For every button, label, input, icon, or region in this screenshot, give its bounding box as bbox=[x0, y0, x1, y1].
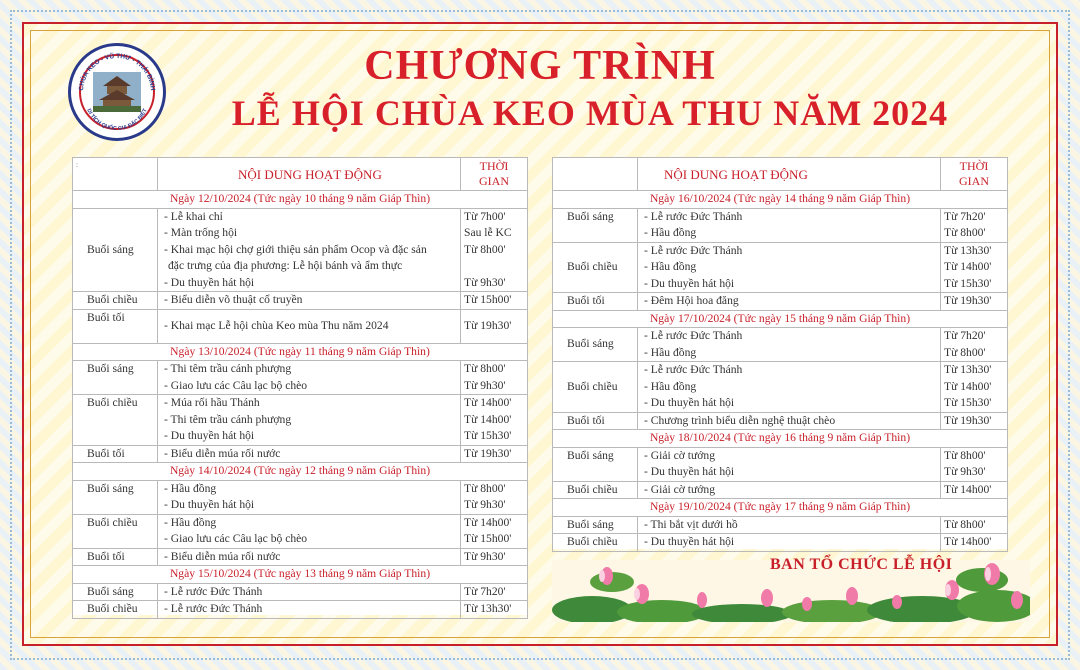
svg-text:CHÙA KEO - VŨ THƯ - THÁI BÌNH: CHÙA KEO - VŨ THƯ - THÁI BÌNH bbox=[77, 52, 157, 91]
session-label: Buổi sáng bbox=[73, 583, 158, 601]
header-time: THỜI GIAN bbox=[461, 158, 528, 191]
time: Từ 19h30' bbox=[941, 412, 1008, 430]
session-label: Buổi chiều bbox=[73, 292, 158, 310]
activity: - Lễ khai chỉ bbox=[158, 208, 461, 225]
activity: - Đêm Hội hoa đăng bbox=[638, 293, 941, 311]
time: Sau lễ KC bbox=[461, 225, 528, 242]
activity: - Du thuyền hát hội bbox=[158, 428, 461, 445]
page-title: CHƯƠNG TRÌNH bbox=[364, 43, 716, 89]
date-row bbox=[73, 343, 528, 361]
header-time: THỜI GIAN bbox=[941, 158, 1008, 191]
page-subtitle: LỄ HỘI CHÙA KEO MÙA THU NĂM 2024 bbox=[231, 93, 949, 133]
table-row bbox=[553, 293, 1008, 311]
date-row bbox=[73, 566, 528, 584]
activity: - Thi bắt vịt dưới hồ bbox=[638, 516, 941, 534]
date-row bbox=[553, 499, 1008, 517]
session-label: Buổi tối bbox=[553, 412, 638, 430]
time: Từ 9h30' bbox=[461, 275, 528, 292]
time: Từ 8h00' bbox=[941, 516, 1008, 534]
activity: - Du thuyền hát hội bbox=[158, 275, 461, 292]
table-row bbox=[553, 208, 1008, 225]
activity: - Du thuyền hát hội bbox=[158, 497, 461, 514]
time: Từ 19h30' bbox=[941, 293, 1008, 311]
activity: - Biểu diễn võ thuật cổ truyền bbox=[158, 292, 461, 310]
table-row bbox=[73, 601, 528, 619]
activity: - Hầu đồng bbox=[158, 514, 461, 531]
activity: - Du thuyền hát hội bbox=[638, 276, 941, 293]
table-row bbox=[73, 583, 528, 601]
session-label: Buổi sáng bbox=[73, 361, 158, 395]
time: Từ 7h20' bbox=[941, 328, 1008, 345]
time: Từ 8h00' bbox=[941, 225, 1008, 242]
time: Từ 8h00' bbox=[941, 447, 1008, 464]
table-row bbox=[73, 395, 528, 412]
table-row bbox=[553, 412, 1008, 430]
date-label: Ngày 12/10/2024 (Tức ngày 10 tháng 9 năm Giáp Thìn) bbox=[73, 191, 528, 209]
time: Từ 19h30' bbox=[461, 445, 528, 463]
svg-text:DI TÍCH QUỐC GIA ĐẶC BIỆT: DI TÍCH QUỐC GIA ĐẶC BIỆT bbox=[85, 107, 149, 133]
time: Từ 19h30' bbox=[461, 309, 528, 343]
session-label: Buổi tối bbox=[73, 548, 158, 566]
session-label: Buổi chiều bbox=[73, 601, 158, 619]
session-label: Buổi sáng bbox=[553, 447, 638, 481]
session-label: Buổi chiều bbox=[73, 395, 158, 446]
activity: - Giao lưu các Câu lạc bộ chèo bbox=[158, 531, 461, 548]
time: Từ 13h30' bbox=[461, 601, 528, 619]
corner-mark: : bbox=[73, 158, 158, 191]
time: Từ 7h00' bbox=[461, 208, 528, 225]
activity: - Lễ rước Đức Thánh bbox=[158, 583, 461, 601]
date-label: Ngày 14/10/2024 (Tức ngày 12 tháng 9 năm Giáp Thìn) bbox=[73, 463, 528, 481]
date-row bbox=[73, 191, 528, 209]
time: Từ 15h00' bbox=[461, 531, 528, 548]
session-label: Buổi sáng bbox=[73, 208, 158, 292]
activity: - Giải cờ tướng bbox=[638, 447, 941, 464]
time: Từ 13h30' bbox=[941, 242, 1008, 259]
table-row bbox=[73, 514, 528, 531]
session-label: Buổi chiều bbox=[553, 481, 638, 499]
activity: đặc trưng của địa phương: Lễ hội bánh và ẩm thực bbox=[158, 258, 461, 275]
date-label: Ngày 13/10/2024 (Tức ngày 11 tháng 9 năm Giáp Thìn) bbox=[73, 343, 528, 361]
session-label: Buổi tối bbox=[73, 309, 158, 343]
session-label: Buổi chiều bbox=[73, 514, 158, 548]
date-row bbox=[73, 463, 528, 481]
session-label: Buổi sáng bbox=[553, 516, 638, 534]
header-blank bbox=[553, 158, 638, 191]
table-header-row bbox=[73, 158, 528, 191]
activity: - Lễ rước Đức Thánh bbox=[638, 242, 941, 259]
schedule-table-right bbox=[552, 157, 1007, 549]
session-label: Buổi tối bbox=[73, 445, 158, 463]
table-row bbox=[553, 481, 1008, 499]
activity: - Màn trống hội bbox=[158, 225, 461, 242]
session-label: Buổi tối bbox=[553, 293, 638, 311]
activity: - Biểu diễn múa rối nước bbox=[158, 445, 461, 463]
header-content: NỘI DUNG HOẠT ĐỘNG bbox=[638, 158, 941, 191]
table-row bbox=[553, 447, 1008, 464]
time: Từ 8h00' bbox=[461, 242, 528, 259]
activity: - Khai mạc Lễ hội chùa Keo mùa Thu năm 2024 bbox=[158, 309, 461, 343]
date-row bbox=[553, 191, 1008, 209]
table-row bbox=[553, 242, 1008, 259]
schedule-table-left bbox=[72, 157, 527, 615]
time: Từ 8h00' bbox=[461, 361, 528, 378]
date-label: Ngày 15/10/2024 (Tức ngày 13 tháng 9 năm Giáp Thìn) bbox=[73, 566, 528, 584]
activity: - Giao lưu các Câu lạc bộ chèo bbox=[158, 378, 461, 395]
date-label: Ngày 18/10/2024 (Tức ngày 16 tháng 9 năm Giáp Thìn) bbox=[553, 430, 1008, 448]
date-row bbox=[553, 430, 1008, 448]
session-label: Buổi sáng bbox=[553, 208, 638, 242]
time: Từ 15h30' bbox=[941, 276, 1008, 293]
table-row bbox=[73, 361, 528, 378]
time: Từ 15h30' bbox=[461, 428, 528, 445]
table-row bbox=[73, 309, 528, 343]
activity: - Thi têm trầu cánh phượng bbox=[158, 361, 461, 378]
table-row bbox=[73, 445, 528, 463]
session-label: Buổi chiều bbox=[553, 242, 638, 293]
session-label: Buổi sáng bbox=[73, 480, 158, 514]
logo-lettering bbox=[71, 46, 163, 138]
activity: - Hầu đồng bbox=[638, 345, 941, 362]
activity: - Khai mạc hội chợ giới thiệu sản phẩm Ocop và đặc sản bbox=[158, 242, 461, 259]
activity: - Lễ rước Đức Thánh bbox=[638, 328, 941, 345]
time: Từ 14h00' bbox=[941, 259, 1008, 276]
time: Từ 14h00' bbox=[941, 379, 1008, 396]
organizer-signature: BAN TỔ CHỨC LỄ HỘI bbox=[770, 556, 953, 573]
activity: - Du thuyền hát hội bbox=[638, 464, 941, 481]
time: Từ 14h00' bbox=[461, 395, 528, 412]
session-label: Buổi chiều bbox=[553, 534, 638, 552]
activity: - Hầu đồng bbox=[638, 259, 941, 276]
table-row bbox=[553, 516, 1008, 534]
date-label: Ngày 19/10/2024 (Tức ngày 17 tháng 9 năm Giáp Thìn) bbox=[553, 499, 1008, 517]
time: Từ 9h30' bbox=[461, 378, 528, 395]
date-label: Ngày 16/10/2024 (Tức ngày 14 tháng 9 năm Giáp Thìn) bbox=[553, 191, 1008, 209]
table-row bbox=[73, 480, 528, 497]
table-row bbox=[73, 548, 528, 566]
activity: - Hầu đồng bbox=[638, 225, 941, 242]
time: Từ 15h30' bbox=[941, 395, 1008, 412]
session-label: Buổi sáng bbox=[553, 328, 638, 362]
table-header-row bbox=[553, 158, 1008, 191]
activity: - Hầu đồng bbox=[158, 480, 461, 497]
activity: - Lễ rước Đức Thánh bbox=[638, 362, 941, 379]
time: Từ 9h30' bbox=[461, 497, 528, 514]
time: Từ 9h30' bbox=[941, 464, 1008, 481]
table-row bbox=[553, 534, 1008, 552]
table-row bbox=[73, 292, 528, 310]
activity: - Lễ rước Đức Thánh bbox=[158, 601, 461, 619]
time: Từ 14h00' bbox=[941, 481, 1008, 499]
activity: - Lễ rước Đức Thánh bbox=[638, 208, 941, 225]
time: Từ 14h00' bbox=[941, 534, 1008, 552]
activity: - Biểu diễn múa rối nước bbox=[158, 548, 461, 566]
activity: - Thi têm trầu cánh phượng bbox=[158, 412, 461, 429]
date-label: Ngày 17/10/2024 (Tức ngày 15 tháng 9 năm Giáp Thìn) bbox=[553, 310, 1008, 328]
header-content: NỘI DUNG HOẠT ĐỘNG bbox=[158, 158, 461, 191]
activity: - Chương trình biểu diễn nghệ thuật chèo bbox=[638, 412, 941, 430]
time: Từ 8h00' bbox=[941, 345, 1008, 362]
activity: - Hầu đồng bbox=[638, 379, 941, 396]
activity: - Du thuyền hát hội bbox=[638, 395, 941, 412]
time: Từ 13h30' bbox=[941, 362, 1008, 379]
temple-logo bbox=[68, 43, 166, 141]
time: Từ 7h20' bbox=[941, 208, 1008, 225]
time: Từ 14h00' bbox=[461, 514, 528, 531]
table-row bbox=[553, 362, 1008, 379]
time: Từ 14h00' bbox=[461, 412, 528, 429]
time: Từ 9h30' bbox=[461, 548, 528, 566]
activity: - Múa rối hầu Thánh bbox=[158, 395, 461, 412]
activity: - Giải cờ tướng bbox=[638, 481, 941, 499]
time: Từ 15h00' bbox=[461, 292, 528, 310]
table-row bbox=[73, 208, 528, 225]
time: Từ 7h20' bbox=[461, 583, 528, 601]
session-label: Buổi chiều bbox=[553, 362, 638, 413]
date-row bbox=[553, 310, 1008, 328]
time: Từ 8h00' bbox=[461, 480, 528, 497]
activity: - Du thuyền hát hội bbox=[638, 534, 941, 552]
table-row bbox=[553, 328, 1008, 345]
time bbox=[461, 258, 528, 275]
